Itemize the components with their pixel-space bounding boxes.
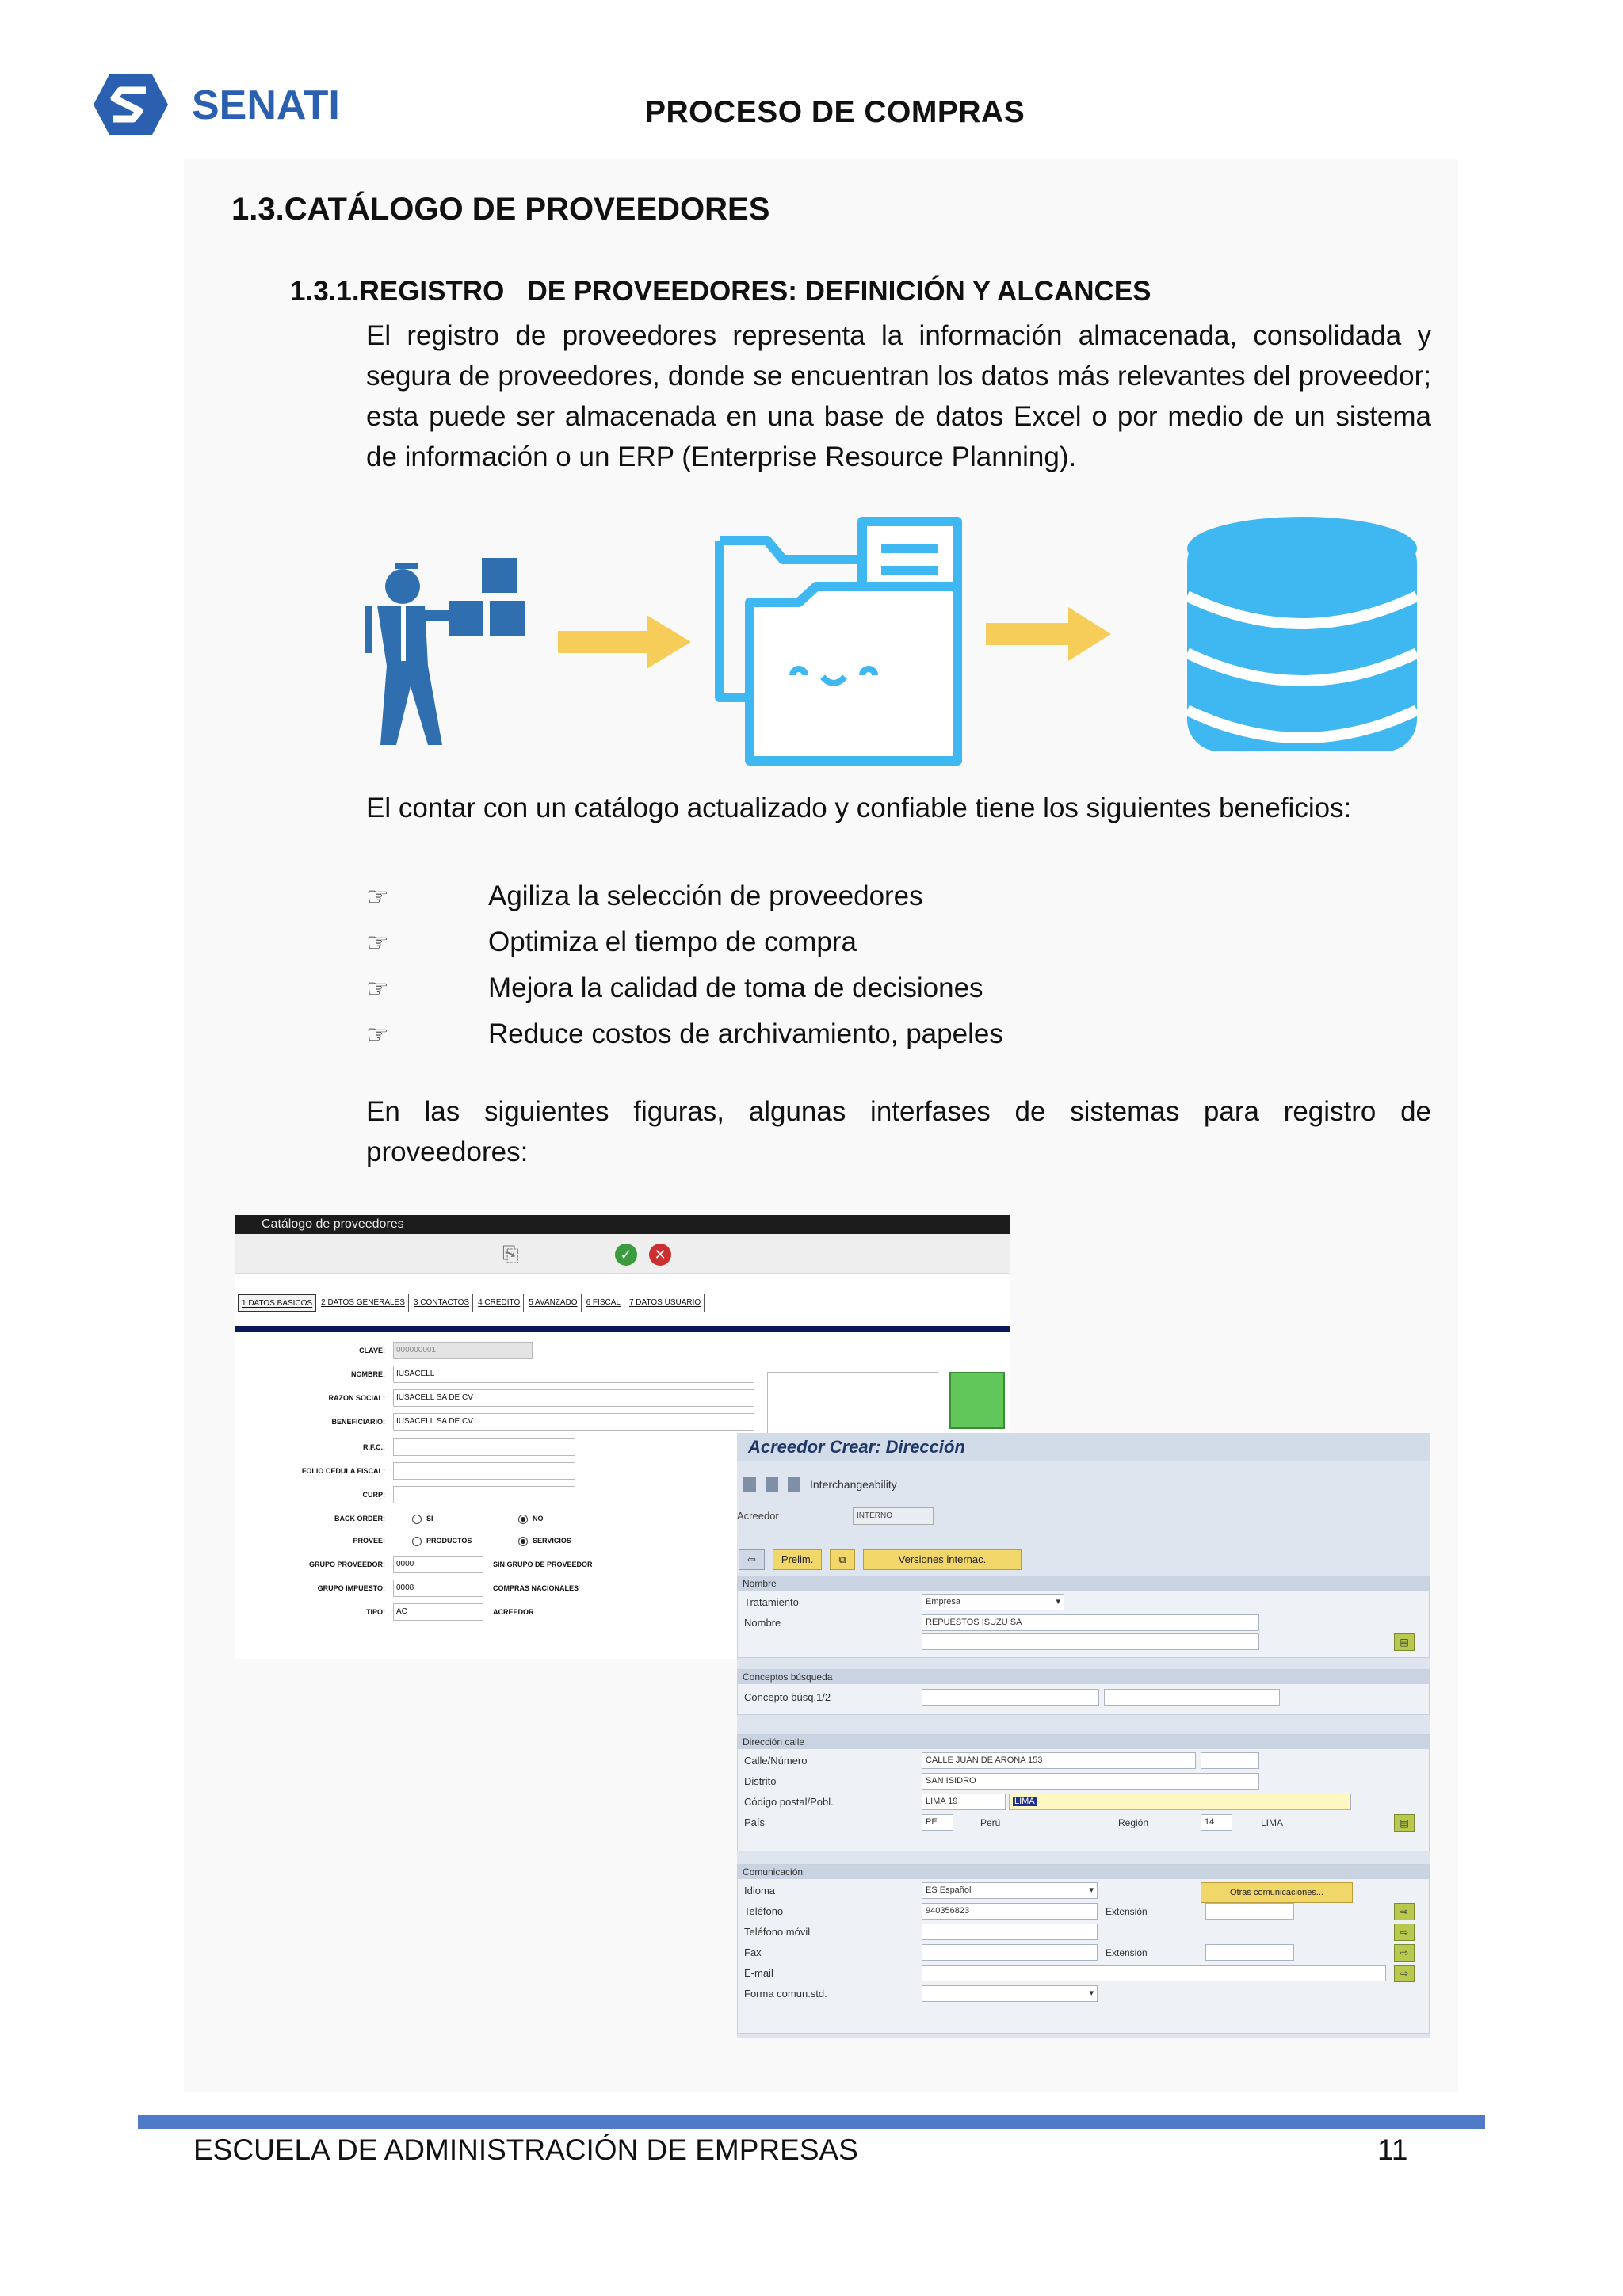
tipo-input[interactable]: AC <box>393 1603 483 1621</box>
database-icon <box>1187 517 1417 751</box>
curp-input[interactable] <box>393 1486 575 1503</box>
rfc-input[interactable] <box>393 1438 575 1456</box>
footer-school: ESCUELA DE ADMINISTRACIÓN DE EMPRESAS <box>193 2134 858 2166</box>
email-input[interactable] <box>922 1965 1386 1981</box>
subsection-title: 1.3.1.REGISTRO DE PROVEEDORES: DEFINICIÓN Y ALCANCES <box>290 276 1151 307</box>
nombre-section: Nombre Tratamiento Empresa ▾ Nombre REPUESTOS ISUZU SA ▤ <box>737 1576 1430 1658</box>
clave-input[interactable]: 000000001 <box>393 1342 533 1359</box>
pointing-hand-icon: ☞ <box>366 1020 389 1049</box>
supplier-registry-flow <box>355 507 1449 777</box>
tab-credito[interactable]: 4 CREDITO <box>475 1294 524 1312</box>
tab-strip <box>238 1294 705 1312</box>
codigo-postal-input[interactable]: LIMA 19 <box>922 1794 1006 1810</box>
intro-paragraph: El registro de proveedores representa la información almacenada, consolidada y segura de proveedores, donde se encuentran los datos más relevantes del proveedor; esta puede ser almacenada en una base de datos Excel o por medio de un sistema de información o un ERP (Enterprise Resource Planning). <box>366 320 1431 472</box>
benefits-intro: El contar con un catálogo actualizado y confiable tiene los siguientes beneficios: <box>366 793 1352 823</box>
comunicacion-section: Comunicación Idioma ES Español ▾ Otras comunicaciones... Teléfono 940356823 Extensión ⇨ Teléfono móvil ⇨ Fax Extensión ⇨ E-mail ⇨ Forma comun.std. ▾ <box>737 1864 1430 2034</box>
numero-input[interactable] <box>1201 1752 1259 1769</box>
telefono-more-icon[interactable]: ⇨ <box>1394 1903 1415 1920</box>
movil-input[interactable] <box>922 1924 1098 1940</box>
pointing-hand-icon: ☞ <box>366 974 389 1003</box>
otras-comunicaciones-button[interactable]: Otras comunicaciones... <box>1201 1882 1353 1903</box>
grupo-impuesto-input[interactable]: 0008 <box>393 1580 483 1597</box>
back-button[interactable]: ⇦ <box>739 1549 765 1570</box>
tab-fiscal[interactable]: 6 FISCAL <box>583 1294 624 1312</box>
window-toolbar <box>743 1473 897 1496</box>
tab-avanzado[interactable]: 5 AVANZADO <box>525 1294 581 1312</box>
provee-productos-radio[interactable]: PRODUCTOS <box>412 1532 472 1549</box>
notes-box[interactable] <box>767 1372 938 1438</box>
grupo-proveedor-input[interactable]: 0000 <box>393 1556 483 1573</box>
fax-extension-input[interactable] <box>1205 1944 1294 1961</box>
tab-datos-generales[interactable]: 2 DATOS GENERALES <box>318 1294 409 1312</box>
window-title: Acreedor Crear: Dirección <box>737 1433 1430 1461</box>
cancel-icon[interactable]: ✕ <box>649 1244 671 1266</box>
concepto2-input[interactable] <box>1104 1689 1280 1706</box>
folio-input[interactable] <box>393 1462 575 1480</box>
list-item: ☞ Agiliza la selección de proveedores <box>366 873 1431 919</box>
list-item: ☞ Mejora la calidad de toma de decisiones <box>366 965 1431 1011</box>
nombre2-input[interactable] <box>922 1633 1259 1650</box>
svg-text:SENATI: SENATI <box>192 82 340 128</box>
email-more-icon[interactable]: ⇨ <box>1394 1965 1415 1982</box>
header-title: PROCESO DE COMPRAS <box>645 95 1025 129</box>
tab-datos-basicos[interactable]: 1 DATOS BASICOS <box>238 1294 316 1312</box>
beneficiario-input[interactable]: IUSACELL SA DE CV <box>393 1413 754 1431</box>
senati-logo <box>90 67 376 143</box>
nombre-input[interactable]: REPUESTOS ISUZU SA <box>922 1614 1259 1631</box>
acreedor-field[interactable]: INTERNO <box>853 1507 934 1525</box>
document-icon[interactable] <box>766 1477 778 1492</box>
backorder-no-radio[interactable]: NO <box>518 1510 544 1527</box>
refresh-icon[interactable] <box>743 1477 756 1492</box>
supplier-catalog-window: Catálogo de proveedores ⎘ ✓ ✕ 1 DATOS BASICOS 2 DATOS GENERALES 3 CONTACTOS 4 CREDITO 5 AVANZADO 6 FISCAL 7 DATOS USUARIO CLAVE: 000000001 NOMBRE: IUSACELL RAZON SOCIAL: IUSACELL SA DE CV BENEFICIARIO: IUSACELL SA DE CV R.F.C.: FOLIO CEDULA FISCAL: CURP: BACK ORDER: SI NO PROVEE: PRODUCTOS SERVICIOS GRUPO PROVEEDOR: 0000 SIN GRUPO DE PROVEEDOR GRUPO IMPUESTO: 0008 COMPRAS NACIONALES TIPO: AC ACREEDOR <box>235 1215 1010 1659</box>
section-title: 1.3.CATÁLOGO DE PROVEEDORES <box>231 192 770 227</box>
figures-intro: En las siguientes figuras, algunas interfases de sistemas para registro de proveedores: <box>366 1096 1431 1167</box>
window-toolbar <box>235 1234 1010 1274</box>
arrow-right-icon <box>986 607 1111 661</box>
conceptos-section: Conceptos búsqueda Concepto búsq.1/2 <box>737 1669 1430 1715</box>
tab-datos-usuario[interactable]: 7 DATOS USUARIO <box>626 1294 705 1312</box>
idioma-select[interactable]: ES Español ▾ <box>922 1882 1098 1899</box>
address-details-icon[interactable]: ▤ <box>1394 1814 1415 1832</box>
page-number: 11 <box>1377 2134 1408 2166</box>
worker-with-boxes-icon <box>365 558 525 745</box>
pais-input[interactable]: PE <box>922 1814 953 1831</box>
direccion-section: Dirección calle Calle/Número CALLE JUAN DE ARONA 153 Distrito SAN ISIDRO Código postal/Pobl. LIMA 19 LIMA País PE Perú Región 14 LIMA ▤ <box>737 1734 1430 1851</box>
nombre-input[interactable]: IUSACELL <box>393 1366 754 1383</box>
extension-input[interactable] <box>1205 1903 1294 1920</box>
vendor-create-address-window: Acreedor Crear: Dirección Interchangeability Acreedor INTERNO ⇦ Prelim. ⧉ Versiones internac. Nombre Tratamiento Empresa ▾ Nombre REPUESTOS ISUZU SA ▤ Conceptos búsqueda Concepto búsq.1/2 Dirección calle Calle/Número CALLE JUAN DE ARONA 153 Distrito SAN ISIDRO Código postal/Pobl. LIMA 19 LIMA País PE Perú Región 14 LIMA ▤ Comunicación Idioma ES Español ▾ Otras comunicaciones... Teléfono 940356823 Extensión ⇨ Teléfono móvil ⇨ Fax Extensión ⇨ E-mail ⇨ Forma comun.std. ▾ <box>737 1433 1430 2038</box>
region-input[interactable]: 14 <box>1201 1814 1232 1831</box>
list-item: ☞ Optimiza el tiempo de compra <box>366 919 1431 965</box>
tratamiento-select[interactable]: Empresa ▾ <box>922 1594 1064 1610</box>
arrow-right-icon <box>558 615 691 669</box>
extended-name-icon[interactable]: ▤ <box>1394 1633 1415 1651</box>
list-item: ☞ Reduce costos de archivamiento, papeles <box>366 1011 1431 1057</box>
fax-input[interactable] <box>922 1944 1098 1961</box>
tab-divider <box>235 1326 1010 1332</box>
backorder-si-radio[interactable]: SI <box>412 1510 433 1527</box>
calle-input[interactable]: CALLE JUAN DE ARONA 153 <box>922 1752 1196 1769</box>
accept-icon[interactable]: ✓ <box>615 1244 637 1266</box>
razon-social-input[interactable]: IUSACELL SA DE CV <box>393 1389 754 1407</box>
telefono-input[interactable]: 940356823 <box>922 1903 1098 1920</box>
poblacion-input[interactable]: LIMA <box>1009 1794 1351 1810</box>
pointing-hand-icon: ☞ <box>366 882 389 911</box>
folder-documents-icon <box>720 521 957 761</box>
window-title: Catálogo de proveedores <box>235 1215 1010 1234</box>
concepto1-input[interactable] <box>922 1689 1099 1706</box>
copy-button[interactable]: ⧉ <box>830 1549 854 1570</box>
pointing-hand-icon: ☞ <box>366 928 389 957</box>
benefits-list <box>366 873 1431 1057</box>
versiones-button[interactable]: Versiones internac. <box>863 1549 1022 1570</box>
tab-contactos[interactable]: 3 CONTACTOS <box>411 1294 473 1312</box>
provee-servicios-radio[interactable]: SERVICIOS <box>518 1532 571 1549</box>
interchangeability-link[interactable]: Interchangeability <box>810 1478 897 1491</box>
fax-more-icon[interactable]: ⇨ <box>1394 1944 1415 1962</box>
movil-more-icon[interactable]: ⇨ <box>1394 1924 1415 1941</box>
distrito-input[interactable]: SAN ISIDRO <box>922 1773 1259 1790</box>
paperclip-icon[interactable]: ⎘ <box>502 1242 519 1266</box>
footer-bar <box>138 2115 1485 2129</box>
action-bar <box>737 1547 1430 1572</box>
forma-comunicacion-select[interactable] <box>922 1985 1098 2002</box>
prelim-button[interactable]: Prelim. <box>773 1549 822 1570</box>
info-icon[interactable] <box>788 1477 800 1492</box>
status-indicator <box>949 1372 1005 1429</box>
